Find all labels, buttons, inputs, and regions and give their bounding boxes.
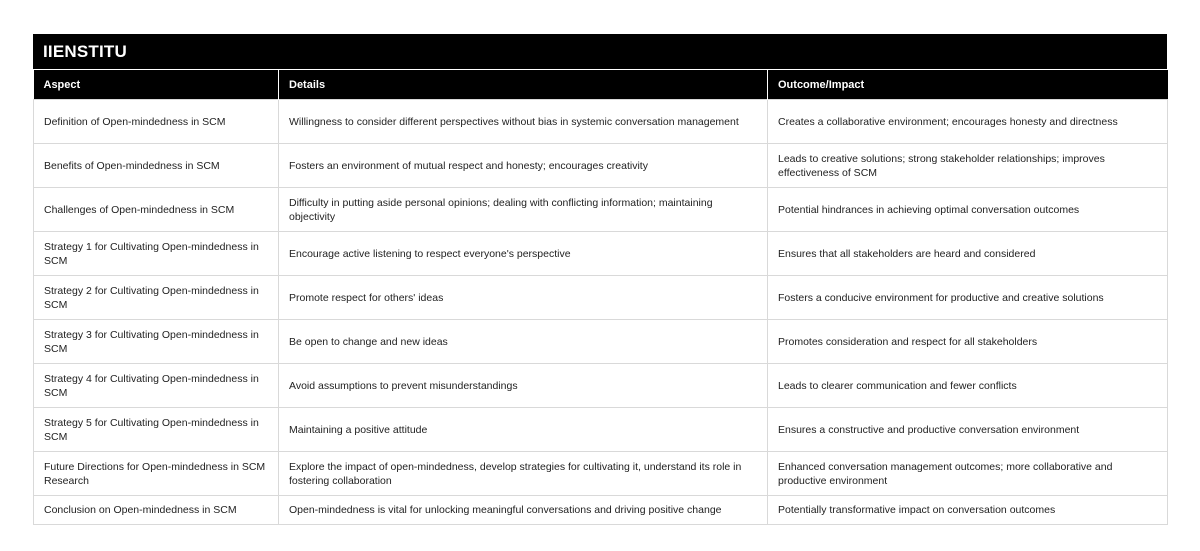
table-row <box>34 232 1168 276</box>
cell-aspect: Conclusion on Open-mindedness in SCM <box>34 496 279 525</box>
table-row <box>34 496 1168 525</box>
header-aspect: Aspect <box>34 70 279 100</box>
cell-aspect: Definition of Open-mindedness in SCM <box>34 100 279 144</box>
cell-outcome: Promotes consideration and respect for all stakeholders <box>768 320 1168 364</box>
table-row <box>34 188 1168 232</box>
cell-outcome: Ensures that all stakeholders are heard and considered <box>768 232 1168 276</box>
table-row <box>34 100 1168 144</box>
cell-aspect: Future Directions for Open-mindedness in SCM Research <box>34 452 279 496</box>
cell-outcome: Leads to clearer communication and fewer conflicts <box>768 364 1168 408</box>
cell-outcome: Fosters a conducive environment for productive and creative solutions <box>768 276 1168 320</box>
cell-aspect: Strategy 3 for Cultivating Open-mindedness in SCM <box>34 320 279 364</box>
table-row <box>34 320 1168 364</box>
cell-details: Maintaining a positive attitude <box>279 408 768 452</box>
cell-outcome: Ensures a constructive and productive conversation environment <box>768 408 1168 452</box>
cell-aspect: Challenges of Open-mindedness in SCM <box>34 188 279 232</box>
cell-details: Fosters an environment of mutual respect and honesty; encourages creativity <box>279 144 768 188</box>
cell-aspect: Strategy 2 for Cultivating Open-mindedness in SCM <box>34 276 279 320</box>
cell-details: Explore the impact of open-mindedness, develop strategies for cultivating it, understand its role in fostering collaboration <box>279 452 768 496</box>
header-row <box>34 70 1168 100</box>
table-row <box>34 276 1168 320</box>
cell-aspect: Benefits of Open-mindedness in SCM <box>34 144 279 188</box>
header-outcome: Outcome/Impact <box>768 70 1168 100</box>
cell-details: Encourage active listening to respect everyone's perspective <box>279 232 768 276</box>
table-row <box>34 408 1168 452</box>
header-details: Details <box>279 70 768 100</box>
cell-outcome: Leads to creative solutions; strong stakeholder relationships; improves effectiveness of SCM <box>768 144 1168 188</box>
cell-outcome: Enhanced conversation management outcomes; more collaborative and productive environment <box>768 452 1168 496</box>
cell-outcome: Creates a collaborative environment; encourages honesty and directness <box>768 100 1168 144</box>
cell-details: Open-mindedness is vital for unlocking meaningful conversations and driving positive change <box>279 496 768 525</box>
table-body <box>34 100 1168 525</box>
cell-outcome: Potential hindrances in achieving optimal conversation outcomes <box>768 188 1168 232</box>
brand-title: IIENSTITU <box>33 34 1167 69</box>
cell-aspect: Strategy 4 for Cultivating Open-mindedness in SCM <box>34 364 279 408</box>
table-header <box>34 70 1168 100</box>
cell-details: Difficulty in putting aside personal opinions; dealing with conflicting information; maintaining objectivity <box>279 188 768 232</box>
cell-details: Willingness to consider different perspectives without bias in systemic conversation management <box>279 100 768 144</box>
cell-aspect: Strategy 5 for Cultivating Open-mindedness in SCM <box>34 408 279 452</box>
cell-details: Promote respect for others' ideas <box>279 276 768 320</box>
table-row <box>34 144 1168 188</box>
data-table <box>33 69 1168 525</box>
cell-aspect: Strategy 1 for Cultivating Open-mindedness in SCM <box>34 232 279 276</box>
cell-details: Be open to change and new ideas <box>279 320 768 364</box>
cell-outcome: Potentially transformative impact on conversation outcomes <box>768 496 1168 525</box>
table-row <box>34 364 1168 408</box>
table-frame <box>33 34 1167 525</box>
table-row <box>34 452 1168 496</box>
cell-details: Avoid assumptions to prevent misunderstandings <box>279 364 768 408</box>
